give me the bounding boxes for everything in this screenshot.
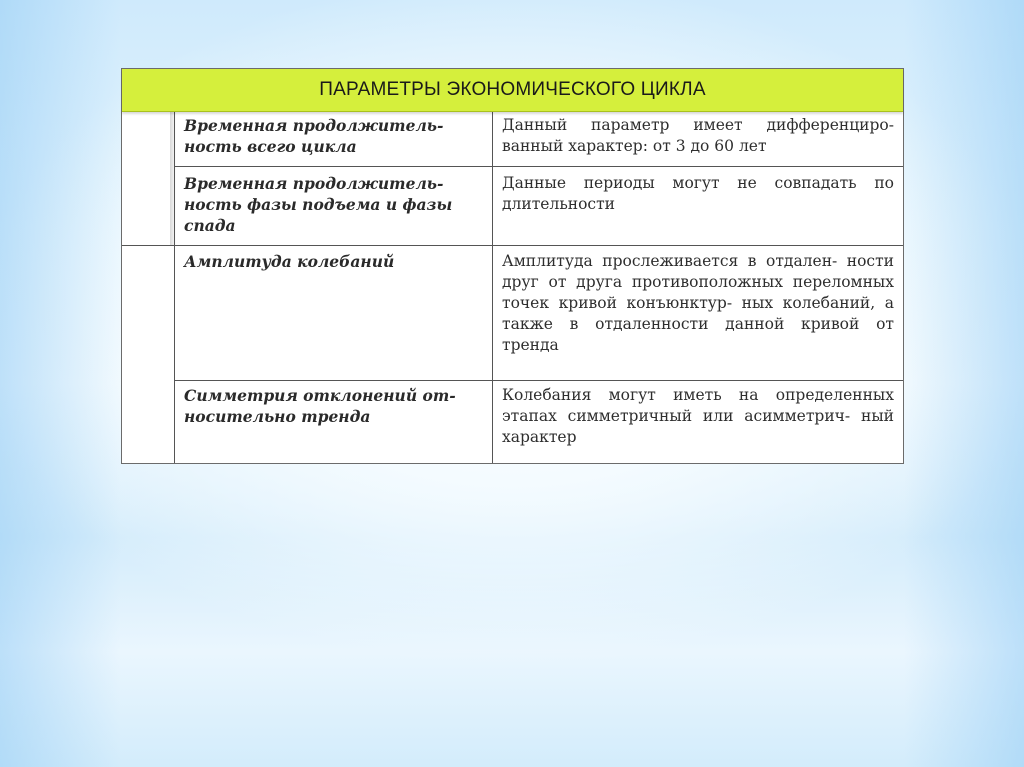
- table-title: ПАРАМЕТРЫ ЭКОНОМИЧЕСКОГО ЦИКЛА: [122, 69, 903, 112]
- column-shadow: [170, 111, 176, 245]
- table-row-4-parameter: Симметрия отклонений от- носительно тренда: [184, 386, 456, 426]
- table-row-1-parameter: Временная продолжитель- ность всего цикла: [184, 116, 444, 156]
- row-divider-3: [174, 380, 903, 381]
- column-divider-middle: [492, 111, 493, 463]
- table-row-4-description: Колебания могут иметь на определенных этапах симметричный или асимметрич- ный характер: [502, 386, 894, 446]
- table-row-2-parameter: Временная продолжитель- ность фазы подъема и фазы спада: [184, 174, 453, 235]
- parameters-table: [121, 68, 904, 464]
- background-edge-right: [904, 0, 1024, 767]
- row-divider-2: [122, 245, 903, 246]
- column-divider-left: [174, 111, 175, 463]
- table-row-3-parameter: Амплитуда колебаний: [184, 252, 395, 271]
- table-row-3-description: Амплитуда прослеживается в отдален- ности друг от друга противоположных переломных точек кривой конъюнктур- ных колебаний, а также в отдаленности данной кривой от тренда: [502, 252, 894, 354]
- table-row-1-description: Данный параметр имеет дифференциро- ванный характер: от 3 до 60 лет: [502, 116, 894, 155]
- table-row-2-description: Данные периоды могут не совпадать по длительности: [502, 174, 894, 213]
- background-edge-left: [0, 0, 120, 767]
- row-divider-1: [174, 166, 903, 167]
